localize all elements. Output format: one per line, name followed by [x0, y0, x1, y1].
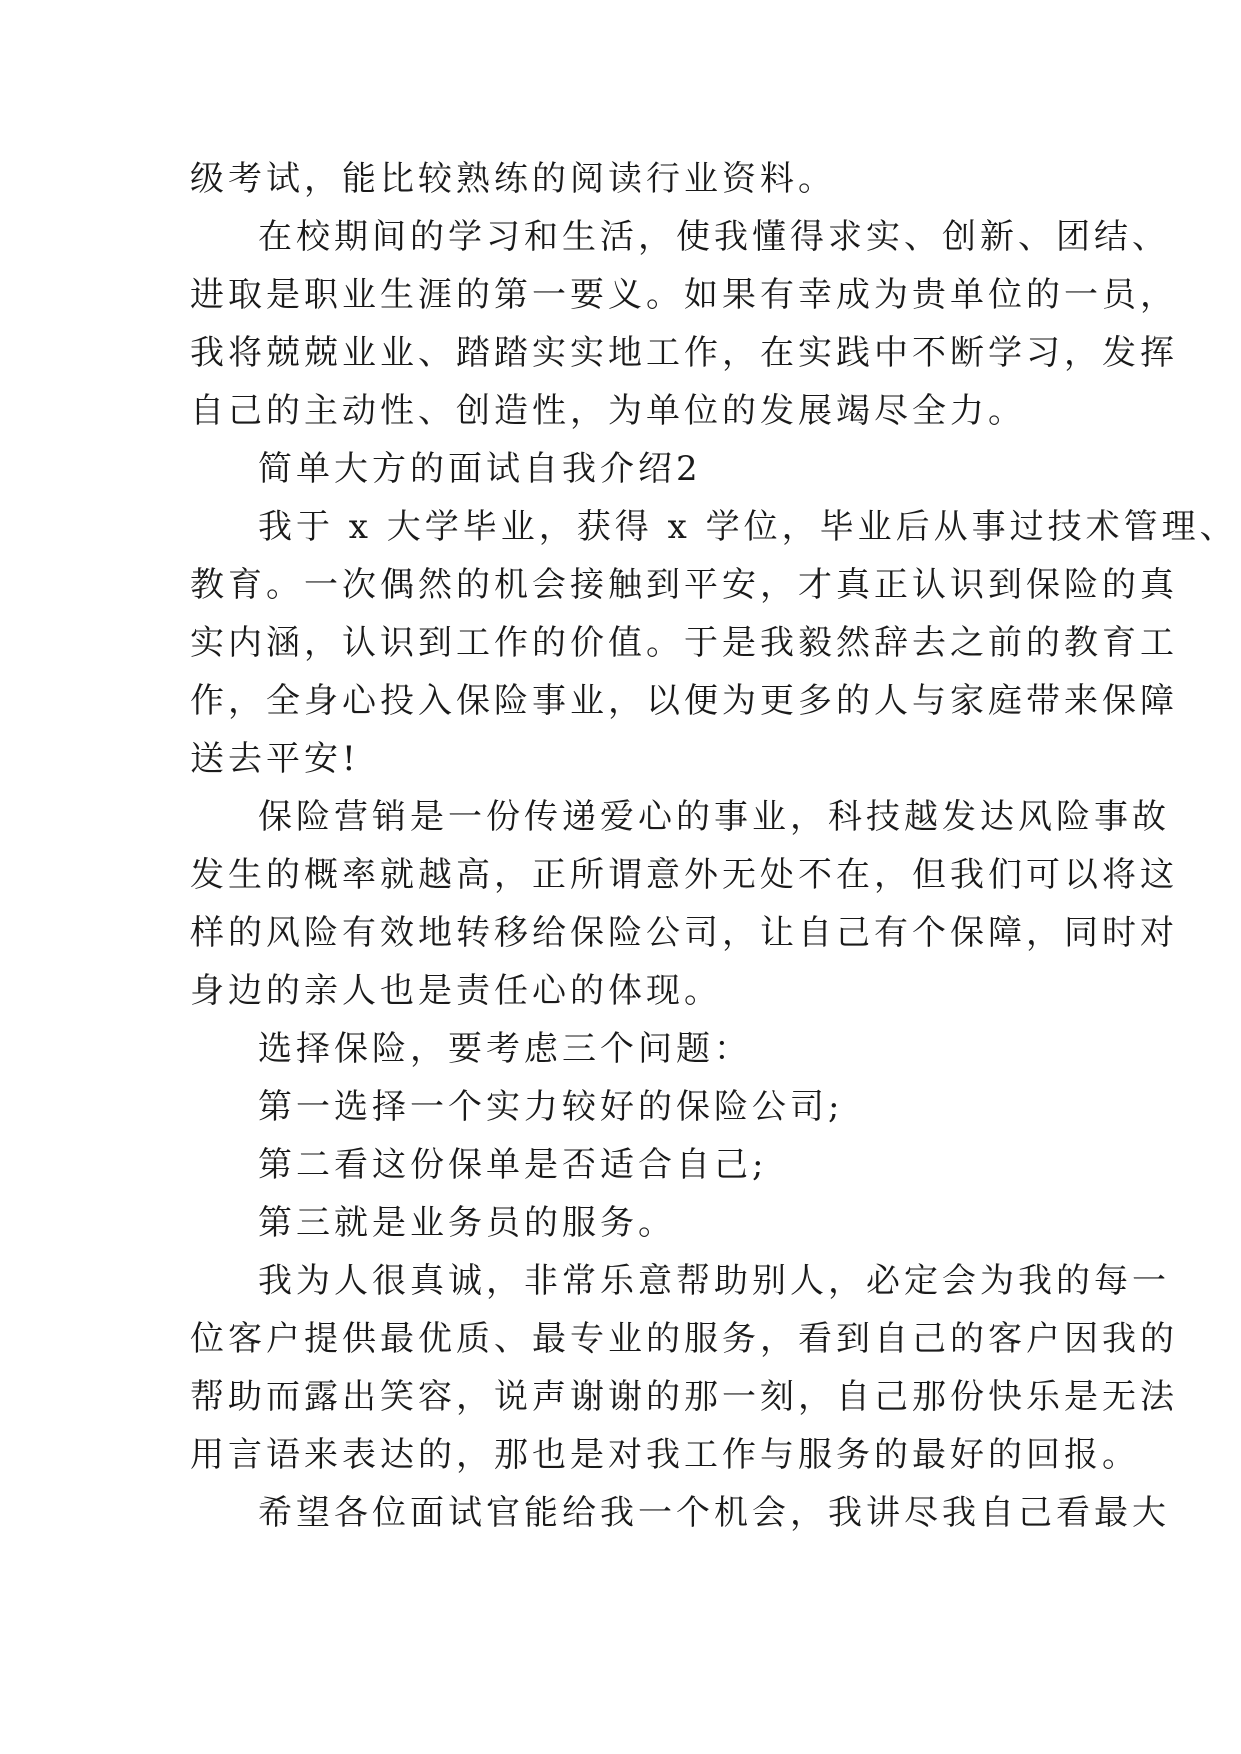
text-line: 保险营销是一份传递爱心的事业，科技越发达风险事故 [258, 797, 1170, 837]
text-line: 送去平安! [190, 739, 360, 779]
list-item: 第二看这份保单是否适合自己; [258, 1145, 768, 1185]
text-line: 样的风险有效地转移给保险公司，让自己有个保障，同时对 [190, 913, 1178, 953]
text-line: 实内涵，认识到工作的价值。于是我毅然辞去之前的教育工 [190, 623, 1178, 663]
text-line: 自己的主动性、创造性，为单位的发展竭尽全力。 [190, 391, 1026, 431]
text-line: 教育。一次偶然的机会接触到平安，才真正认识到保险的真 [190, 565, 1178, 605]
text-line: 级考试，能比较熟练的阅读行业资料。 [190, 159, 836, 199]
text-line: 我为人很真诚，非常乐意帮助别人，必定会为我的每一 [258, 1261, 1170, 1301]
text-line: 作，全身心投入保险事业，以便为更多的人与家庭带来保障 [190, 681, 1178, 721]
text-line: 在校期间的学习和生活，使我懂得求实、创新、团结、 [258, 217, 1170, 257]
document-body [190, 150, 1238, 1542]
text-line: 选择保险，要考虑三个问题： [258, 1029, 752, 1069]
text-line: 进取是职业生涯的第一要义。如果有幸成为贵单位的一员， [190, 275, 1178, 315]
text-line: 我将兢兢业业、踏踏实实地工作，在实践中不断学习，发挥 [190, 333, 1178, 373]
text-line: 帮助而露出笑容，说声谢谢的那一刻，自己那份快乐是无法 [190, 1377, 1178, 1417]
text-line: 希望各位面试官能给我一个机会，我讲尽我自己看最大 [258, 1493, 1170, 1533]
text-line: 用言语来表达的，那也是对我工作与服务的最好的回报。 [190, 1435, 1140, 1475]
text-line: 我于 x 大学毕业，获得 x 学位，毕业后从事过技术管理、 [258, 507, 1238, 547]
text-line: 身边的亲人也是责任心的体现。 [190, 971, 722, 1011]
text-line: 位客户提供最优质、最专业的服务，看到自己的客户因我的 [190, 1319, 1178, 1359]
list-item: 第一选择一个实力较好的保险公司; [258, 1087, 844, 1127]
list-item: 第三就是业务员的服务。 [258, 1203, 676, 1243]
section-heading: 简单大方的面试自我介绍2 [258, 449, 702, 489]
text-line: 发生的概率就越高，正所谓意外无处不在，但我们可以将这 [190, 855, 1178, 895]
